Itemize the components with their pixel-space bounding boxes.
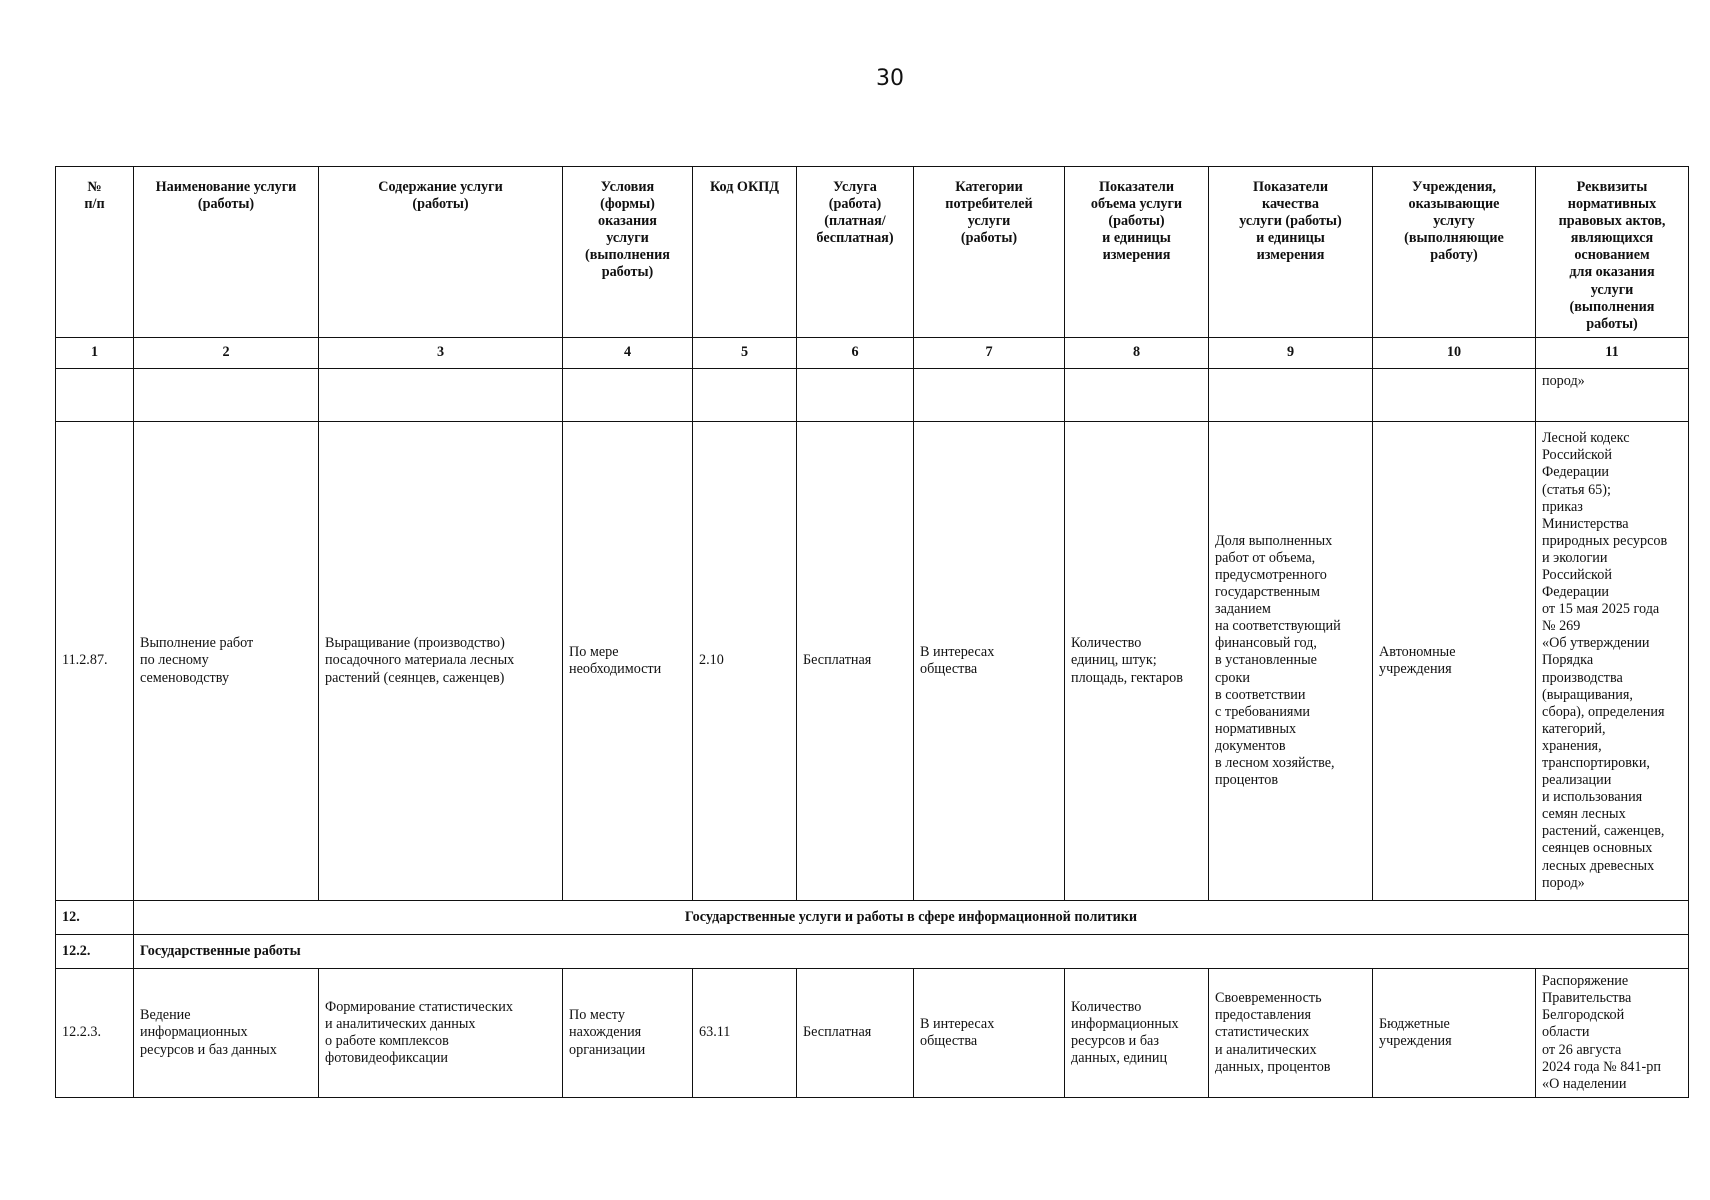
legal-acts: Распоряжение Правительства Белгородской области от 26 августа 2024 года № 841-рп «О наделении [1536, 969, 1689, 1098]
header-row [56, 167, 1689, 338]
column-number: 6 [797, 338, 914, 369]
column-number: 8 [1065, 338, 1209, 369]
column-number: 4 [563, 338, 693, 369]
empty-cell [1373, 369, 1536, 422]
institutions: Автономные учреждения [1373, 422, 1536, 901]
table-row [56, 969, 1689, 1098]
continuation-row [56, 369, 1689, 422]
header-cell-quality-indicators: Показатели качества услуги (работы) и единицы измерения [1209, 167, 1373, 338]
consumer-category: В интересах общества [914, 969, 1065, 1098]
empty-cell [56, 369, 134, 422]
column-number: 9 [1209, 338, 1373, 369]
column-number: 7 [914, 338, 1065, 369]
subsection-number: 12.2. [56, 935, 134, 969]
page-number: 30 [876, 66, 904, 91]
header-cell-number: № п/п [56, 167, 134, 338]
column-number: 1 [56, 338, 134, 369]
quality-indicator: Доля выполненных работ от объема, предусмотренного государственным заданием на соответствующий финансовый год, в установленные сроки в соответствии с требованиями нормативных документов в лесном хозяйстве, процентов [1209, 422, 1373, 901]
row-number: 12.2.3. [56, 969, 134, 1098]
empty-cell [693, 369, 797, 422]
institutions: Бюджетные учреждения [1373, 969, 1536, 1098]
volume-indicator: Количество единиц, штук; площадь, гектаров [1065, 422, 1209, 901]
empty-cell [563, 369, 693, 422]
paid-status: Бесплатная [797, 969, 914, 1098]
okpd-code: 63.11 [693, 969, 797, 1098]
column-number: 11 [1536, 338, 1689, 369]
section-row [56, 901, 1689, 935]
column-number: 3 [319, 338, 563, 369]
services-registry-table [55, 166, 1689, 1098]
consumer-category: В интересах общества [914, 422, 1065, 901]
service-name: Выполнение работ по лесному семеноводству [134, 422, 319, 901]
quality-indicator: Своевременность предоставления статистических и аналитических данных, процентов [1209, 969, 1373, 1098]
table-row [56, 422, 1689, 901]
okpd-code: 2.10 [693, 422, 797, 901]
empty-cell [914, 369, 1065, 422]
header-cell-service-content: Содержание услуги (работы) [319, 167, 563, 338]
column-number: 5 [693, 338, 797, 369]
section-title: Государственные услуги и работы в сфере информационной политики [134, 901, 1689, 935]
service-content: Выращивание (производство) посадочного материала лесных растений (сеянцев, саженцев) [319, 422, 563, 901]
header-cell-consumers: Категории потребителей услуги (работы) [914, 167, 1065, 338]
subsection-title: Государственные работы [134, 935, 1689, 969]
empty-cell [797, 369, 914, 422]
service-conditions: По месту нахождения организации [563, 969, 693, 1098]
legal-acts: Лесной кодекс Российской Федерации (статья 65); приказ Министерства природных ресурсов и экологии Российской Федерации от 15 мая 2025 года № 269 «Об утверждении Порядка производства (выращивания, сбора), определения категорий, хранения, транспортировки, реализации и использования семян лесных растений, саженцев, сеянцев основных лесных древесных пород» [1536, 422, 1689, 901]
volume-indicator: Количество информационных ресурсов и баз данных, единиц [1065, 969, 1209, 1098]
column-number-row [56, 338, 1689, 369]
empty-cell [1209, 369, 1373, 422]
header-cell-okpd: Код ОКПД [693, 167, 797, 338]
service-content: Формирование статистических и аналитических данных о работе комплексов фотовидеофиксации [319, 969, 563, 1098]
service-conditions: По мере необходимости [563, 422, 693, 901]
column-number: 2 [134, 338, 319, 369]
service-name: Ведение информационных ресурсов и баз данных [134, 969, 319, 1098]
empty-cell [1065, 369, 1209, 422]
paid-status: Бесплатная [797, 422, 914, 901]
row-number: 11.2.87. [56, 422, 134, 901]
empty-cell [134, 369, 319, 422]
header-cell-service-name: Наименование услуги (работы) [134, 167, 319, 338]
header-cell-volume-indicators: Показатели объема услуги (работы) и единицы измерения [1065, 167, 1209, 338]
column-number: 10 [1373, 338, 1536, 369]
header-cell-paid-free: Услуга (работа) (платная/ бесплатная) [797, 167, 914, 338]
section-number: 12. [56, 901, 134, 935]
subsection-row [56, 935, 1689, 969]
header-cell-legal-acts: Реквизиты нормативных правовых актов, являющихся основанием для оказания услуги (выполнения работы) [1536, 167, 1689, 338]
empty-cell [319, 369, 563, 422]
header-cell-conditions: Условия (формы) оказания услуги (выполнения работы) [563, 167, 693, 338]
legal-acts-continuation: пород» [1536, 369, 1689, 422]
header-cell-institutions: Учреждения, оказывающие услугу (выполняющие работу) [1373, 167, 1536, 338]
